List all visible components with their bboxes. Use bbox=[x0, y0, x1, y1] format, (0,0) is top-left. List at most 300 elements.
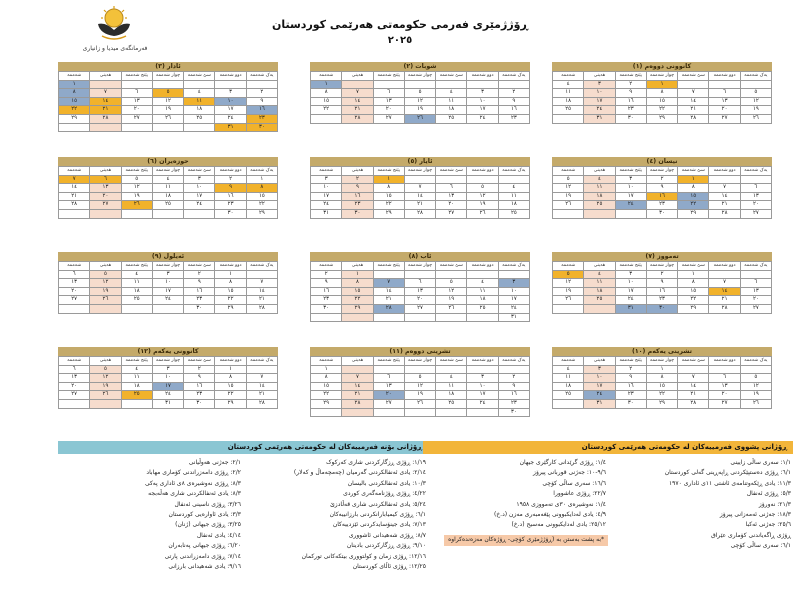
day-cell: ٣٠ bbox=[246, 123, 277, 132]
day-cell: ٢٧ bbox=[373, 114, 404, 123]
day-cell bbox=[436, 175, 467, 184]
day-cell: ٥ bbox=[740, 89, 771, 98]
day-cell: ٢٨ bbox=[709, 304, 740, 313]
day-cell: ١٦ bbox=[184, 287, 215, 296]
day-cell: ٢٠ bbox=[121, 106, 152, 115]
day-cell: ١٠ bbox=[467, 97, 498, 106]
day-cell: ٢٦ bbox=[152, 114, 183, 123]
day-cell: ٦ bbox=[404, 279, 435, 288]
day-cell bbox=[90, 304, 121, 313]
month-title: تشرینی یەکەم (١٠) bbox=[552, 347, 772, 356]
weekday-header: سێ شەممە bbox=[184, 167, 215, 176]
weekday-header: دوو شەممە bbox=[709, 167, 740, 176]
weekday-header: سێ شەممە bbox=[678, 262, 709, 271]
day-cell: ٢٥ bbox=[121, 391, 152, 400]
day-cell: ٩ bbox=[246, 97, 277, 106]
weekday-header: هەینی bbox=[584, 357, 615, 366]
day-cell bbox=[498, 270, 529, 279]
day-cell: ٢٤ bbox=[615, 296, 646, 305]
day-cell: ٢٦ bbox=[90, 391, 121, 400]
day-cell: ٢٦ bbox=[90, 296, 121, 305]
weekday-header: چوار شەممە bbox=[404, 72, 435, 81]
day-cell: ٢٣ bbox=[311, 296, 342, 305]
weekday-header: شەممە bbox=[59, 262, 90, 271]
day-cell: ٢٦ bbox=[467, 209, 498, 218]
month-title: ئایار (٥) bbox=[310, 157, 530, 166]
day-cell: ١٨ bbox=[184, 106, 215, 115]
day-cell bbox=[342, 408, 373, 417]
day-cell: ١٢ bbox=[553, 279, 584, 288]
header bbox=[0, 0, 800, 56]
day-cell: ٦ bbox=[90, 175, 121, 184]
day-cell: ١٤ bbox=[246, 382, 277, 391]
day-cell: ٢ bbox=[311, 270, 342, 279]
day-cell: ١٠ bbox=[615, 279, 646, 288]
day-cell: ١٨ bbox=[467, 296, 498, 305]
holiday-item: ١/٤: ڕۆژی گرێدانی کارگێری جیهان bbox=[519, 459, 606, 466]
day-cell: ٢٧ bbox=[709, 399, 740, 408]
day-cell: ٢٤ bbox=[184, 201, 215, 210]
day-cell bbox=[246, 80, 277, 89]
calendar-year: ٢٠٢٥ bbox=[387, 35, 413, 46]
day-cell bbox=[373, 365, 404, 374]
day-cell: ٣٠ bbox=[215, 209, 246, 218]
day-cell: ١٧ bbox=[467, 391, 498, 400]
day-cell: ٨ bbox=[678, 279, 709, 288]
day-cell: ١٤ bbox=[709, 287, 740, 296]
day-cell: ٦ bbox=[373, 374, 404, 383]
holiday-item: ٢/١٤: یادی ئەنفالکردنی گەرمیان (چەمچەماڵ و کەلار) bbox=[293, 469, 426, 477]
month-grid bbox=[310, 356, 530, 417]
day-cell: ٣ bbox=[615, 175, 646, 184]
day-cell: ٧ bbox=[678, 89, 709, 98]
month-title: ئەیلول (٩) bbox=[58, 252, 278, 261]
day-cell: ٢ bbox=[646, 270, 677, 279]
day-cell bbox=[404, 270, 435, 279]
weekday-header: شەممە bbox=[311, 167, 342, 176]
day-cell: ١٧ bbox=[467, 106, 498, 115]
day-cell bbox=[342, 365, 373, 374]
month-grid bbox=[310, 166, 530, 219]
day-cell: ٢٩ bbox=[215, 399, 246, 408]
day-cell: ٤ bbox=[584, 175, 615, 184]
day-cell bbox=[121, 209, 152, 218]
day-cell: ١٣ bbox=[740, 192, 771, 201]
day-cell: ٢٦ bbox=[404, 114, 435, 123]
day-cell: ٢٩ bbox=[678, 304, 709, 313]
weekday-header: پێنج شەممە bbox=[615, 72, 646, 81]
day-cell: ٢٠ bbox=[373, 106, 404, 115]
day-cell: ٧ bbox=[246, 279, 277, 288]
weekday-header: دوو شەممە bbox=[467, 262, 498, 271]
day-cell: ٢٦ bbox=[740, 114, 771, 123]
day-cell: ١ bbox=[59, 80, 90, 89]
day-cell: ٢٧ bbox=[373, 399, 404, 408]
day-cell: ٩ bbox=[184, 279, 215, 288]
day-cell: ٤ bbox=[584, 270, 615, 279]
day-cell: ١٩ bbox=[553, 192, 584, 201]
day-cell: ١ bbox=[215, 270, 246, 279]
day-cell: ١١ bbox=[436, 97, 467, 106]
day-cell: ٧ bbox=[342, 374, 373, 383]
holiday-item: ٣/٢٥: ڕۆژی جیهانی (ژنان) bbox=[175, 521, 241, 529]
day-cell: ١٤ bbox=[709, 192, 740, 201]
day-cell bbox=[498, 80, 529, 89]
day-cell bbox=[467, 313, 498, 322]
day-cell: ٣٠ bbox=[646, 304, 677, 313]
day-cell: ٦ bbox=[436, 184, 467, 193]
day-cell: ١٧ bbox=[215, 106, 246, 115]
day-cell: ٢٧ bbox=[404, 304, 435, 313]
day-cell: ٧ bbox=[373, 279, 404, 288]
day-cell: ٢٤ bbox=[498, 304, 529, 313]
holiday-item: ٨/٧: ڕۆژی شەهیدانی ئاشووری bbox=[348, 531, 426, 539]
day-cell: ٢ bbox=[184, 270, 215, 279]
day-cell: ١٣ bbox=[709, 382, 740, 391]
day-cell bbox=[404, 365, 435, 374]
day-cell: ٢٩ bbox=[646, 114, 677, 123]
day-cell: ١٢ bbox=[740, 382, 771, 391]
holiday-item: ٦/١: سەری ساڵی کۆچی bbox=[730, 542, 791, 550]
general-days-panel bbox=[58, 441, 428, 599]
day-cell: ١ bbox=[215, 365, 246, 374]
holiday-item: ٦/٢٠: ڕۆژی جیهانی پەنابەران bbox=[168, 542, 241, 550]
day-cell: ٢١ bbox=[709, 296, 740, 305]
day-cell: ٢٨ bbox=[246, 304, 277, 313]
day-cell bbox=[59, 304, 90, 313]
day-cell bbox=[152, 80, 183, 89]
day-cell: ١٣ bbox=[121, 97, 152, 106]
day-cell: ١٤ bbox=[342, 382, 373, 391]
weekday-header: سێ شەممە bbox=[184, 262, 215, 271]
day-cell: ٨ bbox=[342, 279, 373, 288]
weekday-header: پێنج شەممە bbox=[373, 357, 404, 366]
day-cell bbox=[373, 270, 404, 279]
weekday-header: شەممە bbox=[59, 167, 90, 176]
day-cell: ١٦ bbox=[498, 391, 529, 400]
day-cell: ١٥ bbox=[678, 287, 709, 296]
day-cell: ٣ bbox=[498, 279, 529, 288]
day-cell: ٢٨ bbox=[90, 114, 121, 123]
day-cell: ١١ bbox=[498, 192, 529, 201]
day-cell: ٢١ bbox=[342, 391, 373, 400]
month-calendar bbox=[58, 62, 278, 149]
day-cell bbox=[467, 365, 498, 374]
day-cell: ٨ bbox=[246, 184, 277, 193]
holiday-item: ٨/٣: ڕۆژی نەوشیرەی ٨ی ئاداری پەکی bbox=[144, 479, 241, 487]
day-cell: ٢٥ bbox=[553, 391, 584, 400]
day-cell: ٢ bbox=[215, 175, 246, 184]
day-cell: ٢٠ bbox=[436, 201, 467, 210]
day-cell: ٢٣ bbox=[646, 201, 677, 210]
day-cell: ٤ bbox=[121, 270, 152, 279]
month-calendar bbox=[552, 62, 772, 149]
day-cell: ٢٣ bbox=[615, 106, 646, 115]
day-cell bbox=[184, 123, 215, 132]
weekday-header: شەممە bbox=[59, 357, 90, 366]
day-cell: ٨ bbox=[215, 374, 246, 383]
day-cell: ٨ bbox=[373, 184, 404, 193]
day-cell bbox=[436, 365, 467, 374]
weekday-header: هەینی bbox=[90, 167, 121, 176]
day-cell: ٢٨ bbox=[709, 209, 740, 218]
day-cell: ٦ bbox=[59, 365, 90, 374]
weekday-header: چوار شەممە bbox=[152, 262, 183, 271]
day-cell bbox=[553, 114, 584, 123]
weekday-header: دوو شەممە bbox=[709, 262, 740, 271]
day-cell: ٧ bbox=[404, 184, 435, 193]
day-cell: ١٠ bbox=[152, 279, 183, 288]
day-cell: ٣١ bbox=[615, 304, 646, 313]
holiday-item: ٦/١: ڕۆژی کیمیابارانکردنی بارزانییەکان bbox=[329, 510, 426, 518]
holiday-item: ٢/١: جەژنی هەوڵیانی bbox=[188, 459, 241, 466]
weekday-header: یەک شەممە bbox=[498, 72, 529, 81]
day-cell: ٢٤ bbox=[584, 391, 615, 400]
weekday-header: دوو شەممە bbox=[215, 262, 246, 271]
holiday-item: ٥/٢٤: یادی ئەنفالکردنی شاری قەڵادزێ bbox=[330, 500, 426, 508]
day-cell: ١٠ bbox=[215, 97, 246, 106]
day-cell: ٣٠ bbox=[615, 114, 646, 123]
day-cell: ٢١ bbox=[246, 391, 277, 400]
weekday-header: یەک شەممە bbox=[246, 357, 277, 366]
weekday-header: سێ شەممە bbox=[184, 357, 215, 366]
day-cell: ١١ bbox=[553, 89, 584, 98]
day-cell: ١٩ bbox=[90, 287, 121, 296]
day-cell: ١٨ bbox=[584, 192, 615, 201]
month-grid bbox=[58, 166, 278, 219]
weekday-header: دوو شەممە bbox=[215, 167, 246, 176]
day-cell: ١٨ bbox=[498, 201, 529, 210]
weekday-header: پێنج شەممە bbox=[615, 262, 646, 271]
day-cell bbox=[90, 209, 121, 218]
day-cell: ٢٩ bbox=[215, 304, 246, 313]
day-cell: ١٨ bbox=[121, 287, 152, 296]
day-cell: ١ bbox=[373, 175, 404, 184]
day-cell: ٢٢ bbox=[311, 391, 342, 400]
day-cell: ١٤ bbox=[342, 97, 373, 106]
day-cell: ٩ bbox=[615, 89, 646, 98]
holiday-item: ١/٤: نەوشیرەی ٣٠ی تەمووزی ١٩٥٨ bbox=[516, 500, 606, 508]
day-cell: ٤ bbox=[152, 175, 183, 184]
day-cell: ٣ bbox=[184, 175, 215, 184]
day-cell: ٢٧ bbox=[90, 201, 121, 210]
day-cell bbox=[467, 408, 498, 417]
day-cell bbox=[404, 80, 435, 89]
day-cell: ١٤ bbox=[59, 184, 90, 193]
weekday-header: شەممە bbox=[311, 72, 342, 81]
day-cell: ٥ bbox=[404, 374, 435, 383]
day-cell: ٦ bbox=[121, 89, 152, 98]
day-cell: ٢٤ bbox=[467, 114, 498, 123]
month-calendar bbox=[552, 347, 772, 434]
day-cell: ١٥ bbox=[646, 382, 677, 391]
day-cell: ٢٤ bbox=[215, 114, 246, 123]
weekday-header: هەینی bbox=[584, 167, 615, 176]
day-cell: ١٠ bbox=[498, 287, 529, 296]
day-cell: ٣ bbox=[467, 374, 498, 383]
day-cell: ١٤ bbox=[678, 97, 709, 106]
weekday-header: یەک شەممە bbox=[246, 167, 277, 176]
holiday-item: ١٢/١٦: ڕۆژی زمان و کولتووری بیتکەکانی تورکمان bbox=[301, 552, 426, 560]
day-cell: ٢٣ bbox=[342, 201, 373, 210]
weekday-header: پێنج شەممە bbox=[615, 167, 646, 176]
day-cell: ١٤ bbox=[90, 97, 121, 106]
day-cell: ١٩ bbox=[740, 106, 771, 115]
day-cell: ٢٨ bbox=[678, 399, 709, 408]
day-cell bbox=[90, 80, 121, 89]
day-cell bbox=[59, 399, 90, 408]
month-calendar bbox=[310, 62, 530, 149]
day-cell: ١٠ bbox=[152, 374, 183, 383]
day-cell bbox=[404, 175, 435, 184]
weekday-header: پێنج شەممە bbox=[373, 262, 404, 271]
weekday-header: پێنج شەممە bbox=[121, 357, 152, 366]
holiday-item: ٩/١٦: یادی شەهیدانی بارزانی bbox=[168, 562, 241, 570]
weekday-header: سێ شەممە bbox=[436, 262, 467, 271]
month-title: تشرینی دووەم (١١) bbox=[310, 347, 530, 356]
holiday-item: ٢٢/٧: ڕۆژی عاشوورا bbox=[553, 490, 606, 498]
day-cell: ١٧ bbox=[615, 287, 646, 296]
day-cell: ٨ bbox=[646, 374, 677, 383]
day-cell: ٦ bbox=[373, 89, 404, 98]
day-cell: ٨ bbox=[311, 374, 342, 383]
day-cell: ٦ bbox=[740, 184, 771, 193]
day-cell: ٣١ bbox=[584, 114, 615, 123]
day-cell: ٣٠ bbox=[615, 399, 646, 408]
month-grid bbox=[58, 71, 278, 132]
day-cell bbox=[404, 408, 435, 417]
day-cell: ٣٠ bbox=[342, 209, 373, 218]
day-cell: ١٨ bbox=[584, 287, 615, 296]
weekday-header: یەک شەممە bbox=[498, 167, 529, 176]
official-holidays-col-left bbox=[423, 458, 608, 552]
month-calendar bbox=[58, 157, 278, 244]
weekday-header: دوو شەممە bbox=[709, 72, 740, 81]
weekday-header: یەک شەممە bbox=[246, 262, 277, 271]
day-cell: ١٢ bbox=[152, 97, 183, 106]
day-cell: ١٨ bbox=[436, 106, 467, 115]
weekday-header: شەممە bbox=[553, 357, 584, 366]
day-cell bbox=[740, 175, 771, 184]
day-cell: ١٢ bbox=[404, 382, 435, 391]
day-cell: ٢٠ bbox=[373, 391, 404, 400]
day-cell bbox=[709, 175, 740, 184]
month-grid bbox=[552, 166, 772, 219]
day-cell: ١٤ bbox=[404, 192, 435, 201]
month-calendar bbox=[310, 252, 530, 339]
day-cell: ٢٨ bbox=[404, 209, 435, 218]
day-cell: ٢٦ bbox=[553, 296, 584, 305]
day-cell: ٢٤ bbox=[152, 391, 183, 400]
day-cell: ٢٧ bbox=[436, 209, 467, 218]
day-cell: ١ bbox=[342, 270, 373, 279]
day-cell: ٩ bbox=[184, 374, 215, 383]
weekday-header: چوار شەممە bbox=[152, 167, 183, 176]
day-cell: ٣٠ bbox=[184, 399, 215, 408]
weekday-header: شەممە bbox=[553, 72, 584, 81]
day-cell: ١٦ bbox=[246, 106, 277, 115]
day-cell: ٢٢ bbox=[678, 201, 709, 210]
day-cell: ٩ bbox=[215, 184, 246, 193]
day-cell: ١٧ bbox=[311, 192, 342, 201]
day-cell bbox=[342, 313, 373, 322]
logo-caption: فەرمانگەی میدیا و زانیاری bbox=[82, 45, 148, 52]
day-cell: ٨ bbox=[311, 89, 342, 98]
day-cell bbox=[90, 399, 121, 408]
weekday-header: یەک شەممە bbox=[740, 357, 771, 366]
day-cell: ٢٠ bbox=[709, 106, 740, 115]
day-cell bbox=[121, 399, 152, 408]
holiday-item: ١٢/٢٥: ڕۆژی ئاڵای کوردستان bbox=[352, 562, 426, 570]
weekday-header: چوار شەممە bbox=[646, 357, 677, 366]
day-cell: ٥ bbox=[553, 270, 584, 279]
weekday-header: هەینی bbox=[90, 262, 121, 271]
day-cell: ١٩ bbox=[467, 201, 498, 210]
day-cell: ٧ bbox=[709, 279, 740, 288]
day-cell: ٢٩ bbox=[646, 399, 677, 408]
holiday-item: ٢١/٣: نەورۆز bbox=[758, 500, 791, 508]
day-cell: ٩ bbox=[646, 184, 677, 193]
day-cell: ٥ bbox=[121, 175, 152, 184]
day-cell: ٢ bbox=[615, 365, 646, 374]
weekday-header: پێنج شەممە bbox=[373, 72, 404, 81]
day-cell bbox=[373, 313, 404, 322]
day-cell bbox=[152, 123, 183, 132]
month-title: ئادار (٣) bbox=[58, 62, 278, 71]
day-cell bbox=[678, 365, 709, 374]
day-cell: ٥ bbox=[436, 279, 467, 288]
day-cell: ٣٠ bbox=[184, 304, 215, 313]
general-days-col-right bbox=[243, 458, 428, 572]
holiday-item: ٧/١٣: یادی جینۆسایدکردنی ئێزدییەکان bbox=[332, 521, 426, 529]
day-cell: ١٨ bbox=[121, 382, 152, 391]
weekday-header: سێ شەممە bbox=[436, 357, 467, 366]
day-cell bbox=[184, 80, 215, 89]
day-cell: ٢٨ bbox=[373, 304, 404, 313]
day-cell: ٢ bbox=[342, 175, 373, 184]
day-cell: ٢١ bbox=[709, 201, 740, 210]
day-cell: ٩ bbox=[342, 184, 373, 193]
month-grid bbox=[310, 71, 530, 124]
day-cell bbox=[311, 313, 342, 322]
day-cell bbox=[436, 408, 467, 417]
day-cell: ٢٨ bbox=[678, 114, 709, 123]
day-cell: ٧ bbox=[59, 175, 90, 184]
day-cell: ٢٨ bbox=[246, 399, 277, 408]
day-cell: ٢٥ bbox=[498, 209, 529, 218]
weekday-header: هەینی bbox=[342, 72, 373, 81]
day-cell: ٢٢ bbox=[646, 106, 677, 115]
day-cell: ١٥ bbox=[311, 97, 342, 106]
month-calendar bbox=[552, 252, 772, 339]
day-cell: ٧ bbox=[709, 184, 740, 193]
day-cell bbox=[373, 408, 404, 417]
day-cell: ٦ bbox=[740, 279, 771, 288]
weekday-header: دوو شەممە bbox=[467, 357, 498, 366]
weekday-header: شەممە bbox=[553, 167, 584, 176]
day-cell bbox=[584, 304, 615, 313]
day-cell: ٣١ bbox=[215, 123, 246, 132]
day-cell: ٢١ bbox=[59, 192, 90, 201]
weekday-header: هەینی bbox=[342, 357, 373, 366]
day-cell: ١٩ bbox=[152, 106, 183, 115]
day-cell: ٢٢ bbox=[59, 106, 90, 115]
official-holidays-panel bbox=[423, 441, 793, 599]
weekday-header: چوار شەممە bbox=[152, 357, 183, 366]
day-cell: ٤ bbox=[553, 80, 584, 89]
day-cell: ١٥ bbox=[342, 287, 373, 296]
day-cell: ١٥ bbox=[215, 382, 246, 391]
